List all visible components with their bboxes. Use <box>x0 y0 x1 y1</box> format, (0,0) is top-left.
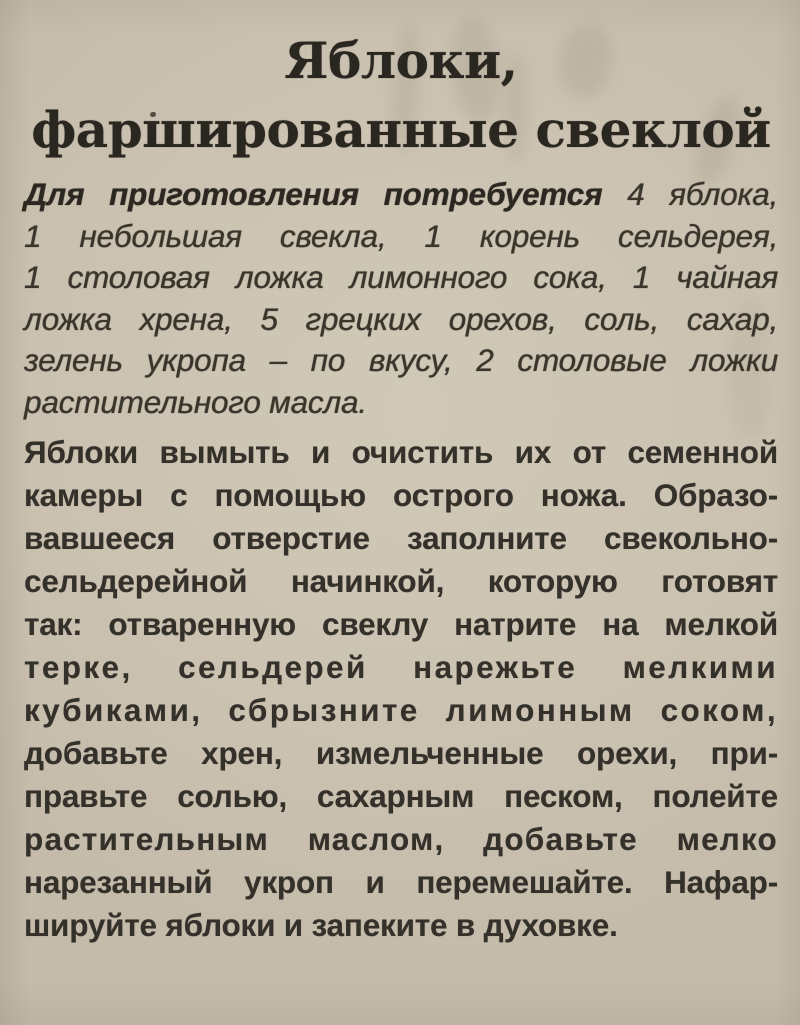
instructions-line-1: Яблоки вымыть и очистить их от семенной <box>24 434 778 470</box>
instructions-line-7: кубиками, сбрызните лимонным соком, <box>24 692 778 728</box>
page-content <box>24 0 778 947</box>
ingredients-line-2: 1 небольшая свекла, 1 корень сельдерея, <box>24 217 778 254</box>
instructions-line-10: растительным маслом, добавьте мелко <box>24 821 778 857</box>
ingredients-line-1-rest: 4 яблока, <box>627 176 778 212</box>
ingredients-line-3: 1 столовая ложка лимонного сока, 1 чайная <box>24 259 778 295</box>
recipe-title-line-2: фаршированные свеклой <box>31 100 771 159</box>
recipe-title <box>24 26 778 164</box>
ingredients-line-6: растительного масла. <box>24 383 367 420</box>
instructions-line-11: нарезанный укроп и перемешайте. Нафар- <box>24 864 778 900</box>
instructions-line-8: добавьте хрен, измельченные орехи, при- <box>24 735 778 771</box>
ingredients-line-1 <box>24 174 778 216</box>
ingredients-lead-in: Для приготовления потребуется <box>24 176 603 212</box>
instructions-line-3: вавшееся отверстие заполните свекольно- <box>24 520 778 556</box>
instructions-line-4: сельдерейной начинкой, которую готовят <box>24 563 778 599</box>
ingredients-line-4: ложка хрена, 5 грецких орехов, соль, сахар, <box>24 300 778 337</box>
ingredients-paragraph <box>24 174 778 423</box>
instructions-line-5: так: отваренную свеклу натрите на мелкой <box>24 606 778 642</box>
instructions-paragraph <box>24 431 778 947</box>
instructions-line-2: камеры с помощью острого ножа. Образо- <box>24 477 778 513</box>
recipe-title-line-1: Яблоки, <box>284 31 518 90</box>
instructions-line-9: правьте солью, сахарным песком, полейте <box>24 778 778 814</box>
ingredients-line-5: зелень укропа – по вкусу, 2 столовые ложки <box>24 342 778 378</box>
instructions-line-12: шируйте яблоки и запеките в духовке. <box>24 907 618 943</box>
instructions-line-6: терке, сельдерей нарежьте мелкими <box>24 649 778 685</box>
